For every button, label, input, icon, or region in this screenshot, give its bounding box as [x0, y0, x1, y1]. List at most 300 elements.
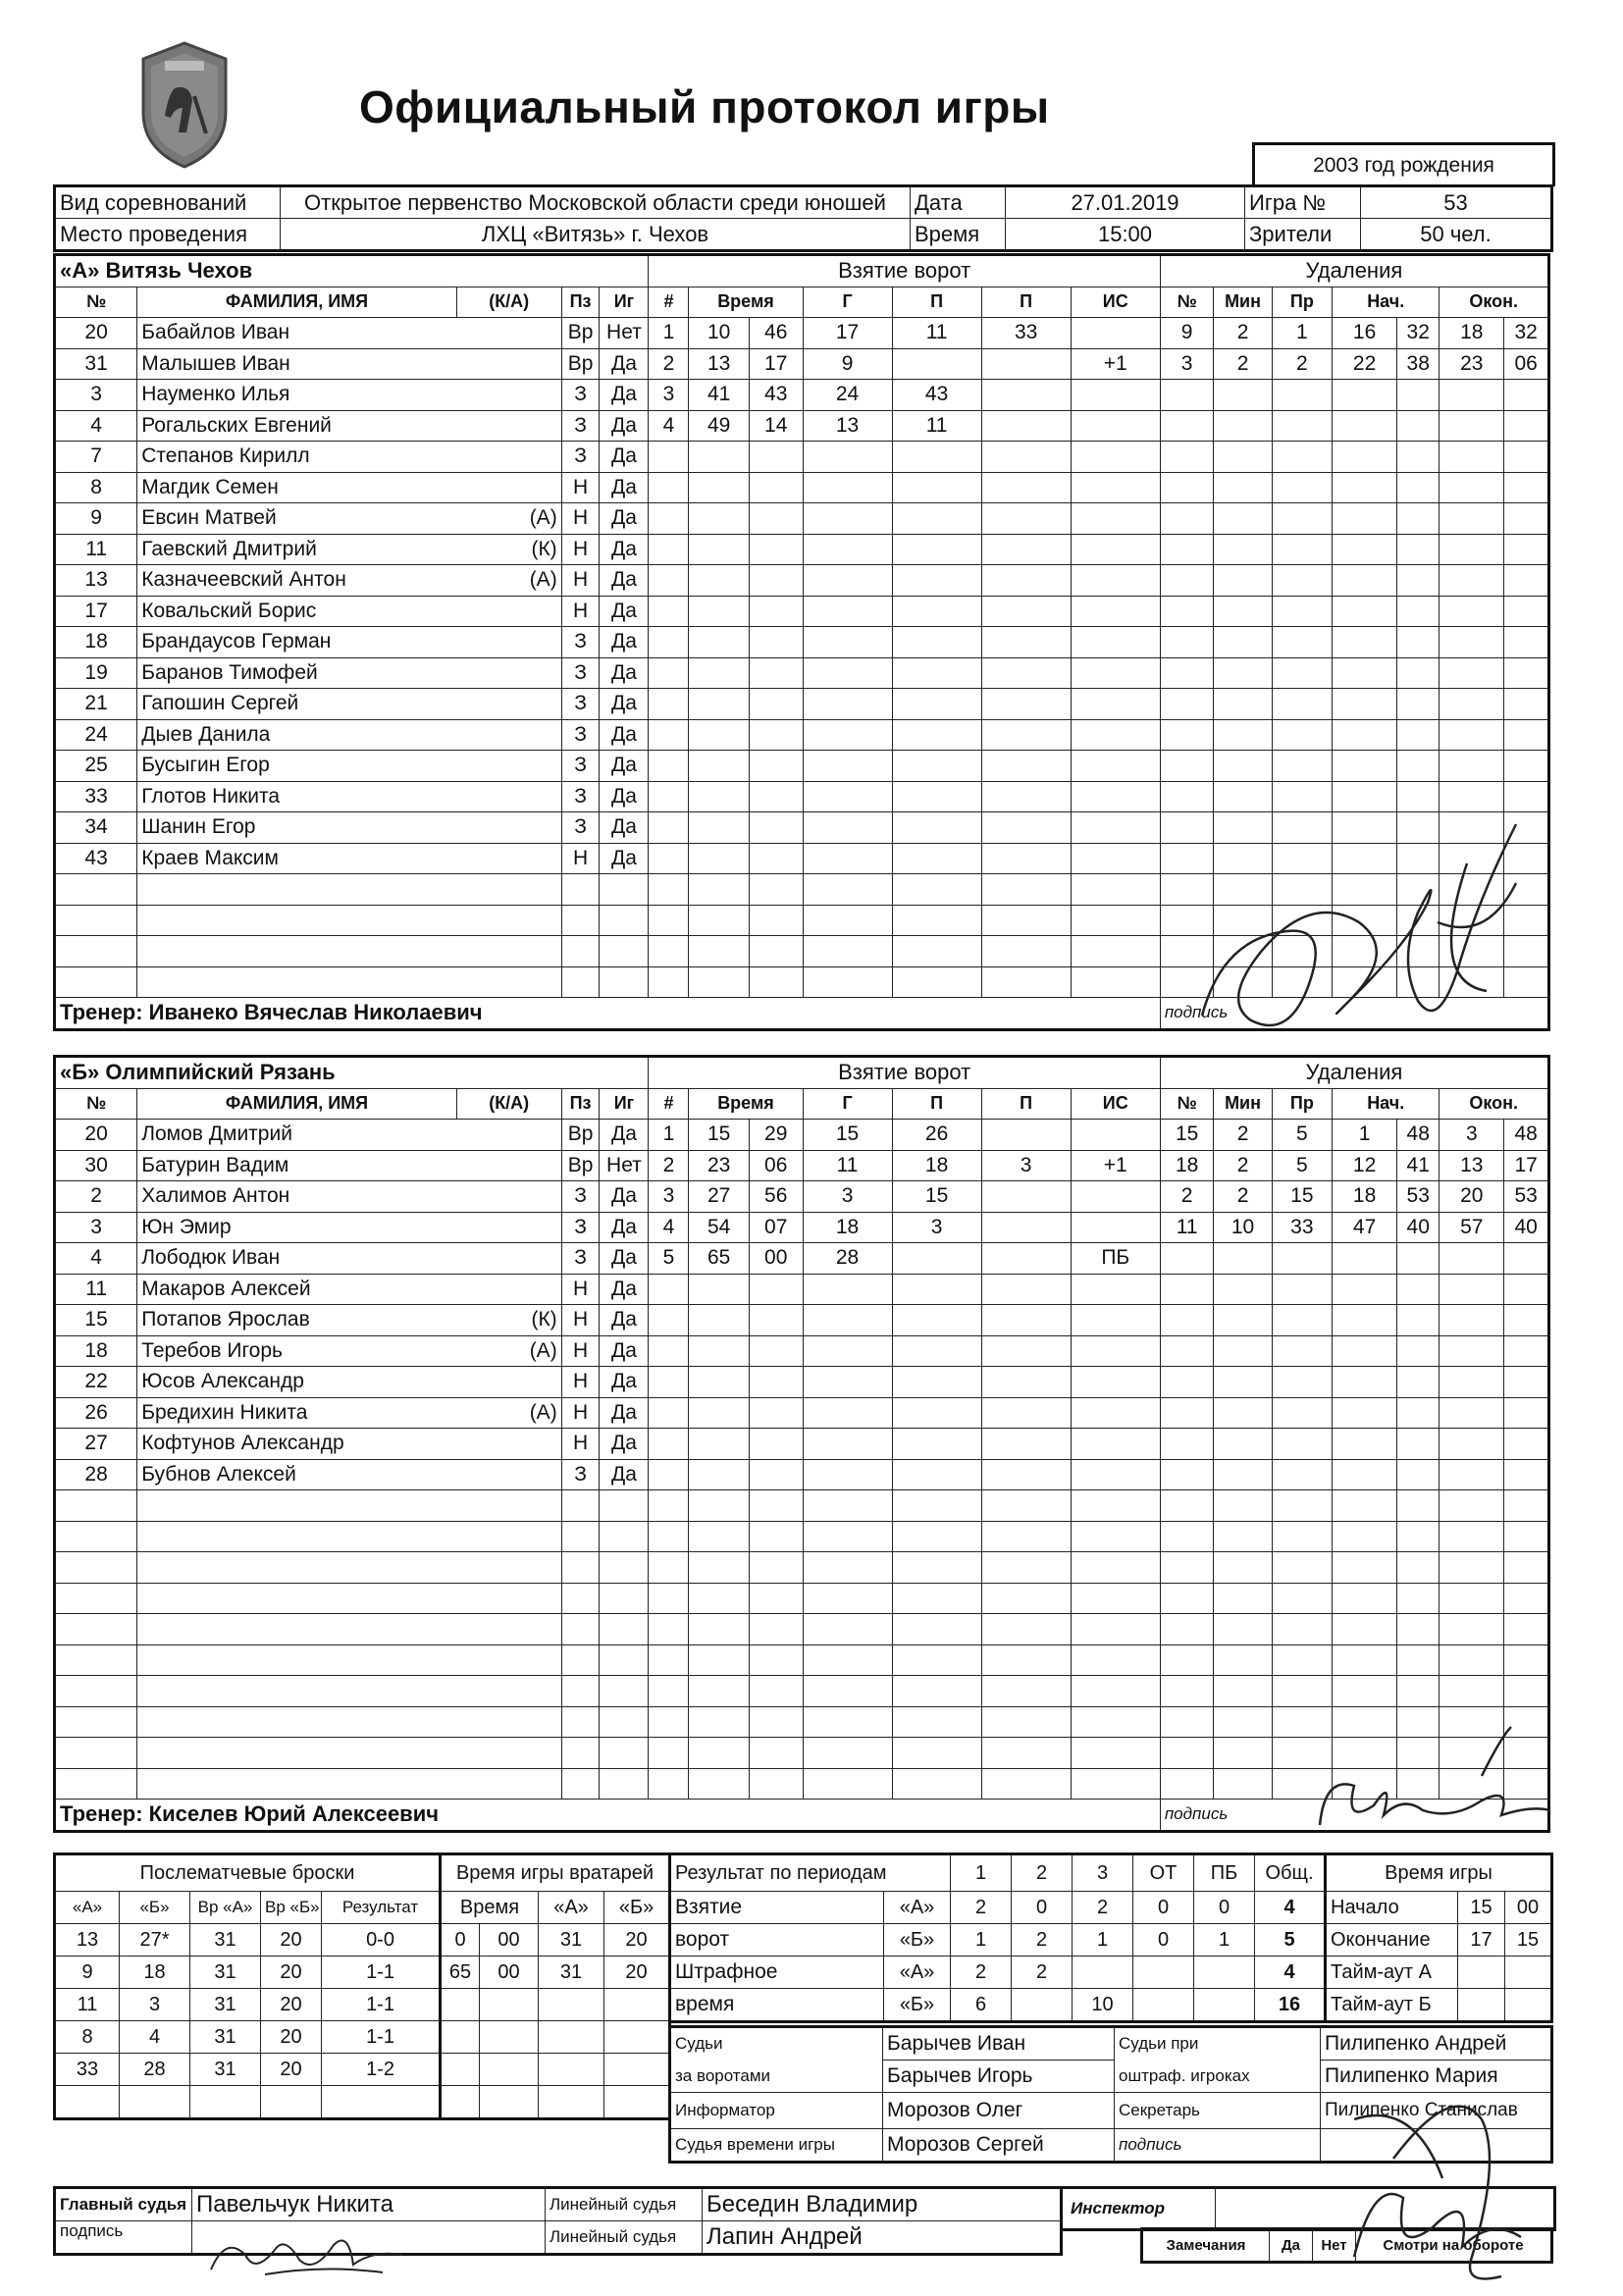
goalie-min: 65 [441, 1957, 480, 1989]
officials-sign-label: подпись [1115, 2129, 1321, 2163]
goal-judges-label-2: за воротами [670, 2061, 883, 2093]
player-row [55, 657, 1549, 689]
player-position: З [561, 627, 600, 658]
shootout-col: «А» [55, 1892, 120, 1924]
goalie-a: 31 [539, 1957, 604, 1989]
penalty-minutes: 2 [1214, 348, 1272, 380]
goal-assist-1 [892, 1243, 981, 1275]
penalty-start-sec: 38 [1397, 348, 1440, 380]
col-p2: П [981, 287, 1071, 318]
player-role [456, 1150, 561, 1181]
goal-situation [1071, 1120, 1160, 1151]
header-table [53, 184, 1553, 252]
player-row [55, 348, 1549, 380]
player-name: Макаров Алексей [137, 1274, 457, 1305]
team-b-table [53, 1055, 1550, 1833]
player-row [55, 1305, 1549, 1336]
penalty-player: 9 [1160, 318, 1214, 349]
player-number: 18 [55, 1335, 137, 1367]
player-played: Да [600, 1120, 649, 1151]
player-name: Евсин Матвей [137, 503, 457, 535]
goalie-min: 0 [441, 1924, 480, 1957]
goal-min: 41 [689, 380, 749, 411]
signature-team-b [1315, 1717, 1560, 1845]
player-played: Да [600, 657, 649, 689]
player-name: Юн Эмир [137, 1212, 457, 1243]
goalie-sec: 00 [480, 1924, 539, 1957]
goal-number: 3 [649, 380, 689, 411]
team-name: «Б» Олимпийский Рязань [55, 1057, 649, 1089]
start-hour: 15 [1458, 1892, 1505, 1924]
penalty-judge-1: Пилипенко Андрей [1321, 2027, 1552, 2061]
player-role: (К) [456, 534, 561, 565]
goal-assist-2 [981, 1120, 1071, 1151]
goals-b-row [670, 1924, 1326, 1957]
col-name: ФАМИЛИЯ, ИМЯ [137, 1088, 457, 1120]
line-ref-1: Беседин Владимир [703, 2188, 1062, 2221]
main-ref-label: Главный судья [55, 2188, 192, 2221]
player-number: 17 [55, 596, 137, 627]
goal-situation [1071, 318, 1160, 349]
player-number: 2 [55, 1181, 137, 1213]
goalie-b: 20 [604, 1957, 670, 1989]
penalty-player: 2 [1160, 1181, 1214, 1213]
goals-a-row-value: 4 [1255, 1892, 1326, 1924]
player-row [55, 1676, 1549, 1707]
penalty-start-min: 47 [1333, 1212, 1397, 1243]
goal-number: 1 [649, 1120, 689, 1151]
col-pz: Пз [561, 287, 600, 318]
goals-b-row-label: ворот [670, 1924, 884, 1957]
col-p2: П [981, 1088, 1071, 1120]
penalty-minutes: 2 [1214, 1120, 1272, 1151]
penalty-end-sec: 40 [1504, 1212, 1549, 1243]
shootout-row [55, 1924, 441, 1957]
shootout-row [55, 2021, 441, 2054]
goal-scorer: 11 [803, 1150, 892, 1181]
goalie-col-b: «Б» [604, 1892, 670, 1924]
col-name: ФАМИЛИЯ, ИМЯ [137, 287, 457, 318]
player-row [55, 1150, 1549, 1181]
penalty-end-sec: 17 [1504, 1150, 1549, 1181]
shootout-row [55, 2054, 441, 2086]
player-role [456, 781, 561, 812]
player-role [456, 719, 561, 751]
goal-sec: 17 [749, 348, 803, 380]
player-row [55, 1274, 1549, 1305]
goalie-col-time: Время [441, 1892, 539, 1924]
player-position: Н [561, 1335, 600, 1367]
player-played: Да [600, 1429, 649, 1460]
player-number: 13 [55, 565, 137, 597]
player-number: 30 [55, 1150, 137, 1181]
player-role [456, 472, 561, 503]
player-name: Малышев Иван [137, 348, 457, 380]
goal-sec: 29 [749, 1120, 803, 1151]
player-position: Н [561, 1274, 600, 1305]
shootout-cell: 33 [55, 2054, 120, 2086]
shootout-col: Вр «А» [190, 1892, 261, 1924]
player-number: 11 [55, 1274, 137, 1305]
player-number: 25 [55, 751, 137, 782]
player-row [55, 1521, 1549, 1552]
period-col: 1 [951, 1854, 1012, 1892]
col-min: Мин [1214, 1088, 1272, 1120]
penalty-code: 5 [1272, 1150, 1332, 1181]
shootout-title: Послематчевые броски [55, 1854, 441, 1892]
player-row [55, 565, 1549, 597]
col-ig: Иг [600, 287, 649, 318]
col-g: Г [803, 1088, 892, 1120]
goal-assist-2: 3 [981, 1150, 1071, 1181]
pen-a-row-value [1073, 1957, 1133, 1989]
player-role: (А) [456, 1335, 561, 1367]
pen-a-row-value: 2 [1012, 1957, 1073, 1989]
penalty-start-min: 1 [1333, 1120, 1397, 1151]
goal-scorer: 15 [803, 1120, 892, 1151]
goal-sec: 56 [749, 1181, 803, 1213]
penalty-start-min: 22 [1333, 348, 1397, 380]
period-col: ОТ [1133, 1854, 1194, 1892]
time-value: 15:00 [1006, 219, 1245, 251]
player-role [456, 596, 561, 627]
player-role [456, 1212, 561, 1243]
goal-judge-1: Барычев Иван [883, 2027, 1115, 2061]
col-start: Нач. [1333, 287, 1440, 318]
player-position: З [561, 1212, 600, 1243]
goal-assist-2 [981, 348, 1071, 380]
pen-a-row-value [1133, 1957, 1194, 1989]
col-start: Нач. [1333, 1088, 1440, 1120]
pen-b-row [670, 1989, 1326, 2022]
player-role [456, 380, 561, 411]
goals-b-row-value: 1 [1194, 1924, 1255, 1957]
col-pr: Пр [1272, 1088, 1332, 1120]
player-name: Шанин Егор [137, 812, 457, 844]
player-position: З [561, 781, 600, 812]
goal-situation [1071, 380, 1160, 411]
shootout-cell: 27* [120, 1924, 190, 1957]
player-role [456, 1274, 561, 1305]
player-number: 22 [55, 1367, 137, 1398]
pen-b-row-label: время [670, 1989, 884, 2022]
goals-b-row-value: 1 [1073, 1924, 1133, 1957]
goal-situation: +1 [1071, 348, 1160, 380]
goals-a-row-value: 0 [1012, 1892, 1073, 1924]
player-number: 33 [55, 781, 137, 812]
player-role [456, 1459, 561, 1490]
col-g: Г [803, 287, 892, 318]
player-row [55, 472, 1549, 503]
col-ka: (К/А) [456, 1088, 561, 1120]
goal-scorer: 17 [803, 318, 892, 349]
shootout-cell: 31 [190, 1924, 261, 1957]
player-position: З [561, 442, 600, 473]
player-role [456, 843, 561, 874]
player-number: 19 [55, 657, 137, 689]
penalty-code: 5 [1272, 1120, 1332, 1151]
goal-situation: ПБ [1071, 1243, 1160, 1275]
shootout-cell: 20 [261, 2054, 322, 2086]
player-position: Н [561, 1367, 600, 1398]
goal-min: 65 [689, 1243, 749, 1275]
player-number: 18 [55, 627, 137, 658]
goal-number: 2 [649, 348, 689, 380]
goalie-row [441, 1957, 670, 1989]
end-label: Окончание [1326, 1924, 1458, 1957]
player-name: Магдик Семен [137, 472, 457, 503]
player-played: Да [600, 843, 649, 874]
player-name: Юсов Александр [137, 1367, 457, 1398]
shootout-row [55, 1989, 441, 2021]
penalty-end-sec: 06 [1504, 348, 1549, 380]
goal-assist-2 [981, 1243, 1071, 1275]
player-number: 9 [55, 503, 137, 535]
penalty-end-sec: 32 [1504, 318, 1549, 349]
period-col: ПБ [1194, 1854, 1255, 1892]
goals-b-row-value: 0 [1133, 1924, 1194, 1957]
goal-min: 54 [689, 1212, 749, 1243]
player-position: Н [561, 1397, 600, 1429]
team-name: «А» Витязь Чехов [55, 255, 649, 287]
shootout-cell: 20 [261, 1924, 322, 1957]
penalty-end-min: 23 [1440, 348, 1504, 380]
col-end: Окон. [1440, 287, 1549, 318]
place-value: ЛХЦ «Витязь» г. Чехов [281, 219, 911, 251]
player-row [55, 318, 1549, 349]
player-position: З [561, 719, 600, 751]
team-signature-label: подпись [1160, 998, 1548, 1030]
line-ref-2: Лапин Андрей [703, 2221, 1062, 2255]
player-played: Да [600, 1243, 649, 1275]
goal-min: 27 [689, 1181, 749, 1213]
goal-situation [1071, 410, 1160, 442]
col-time: Время [689, 1088, 803, 1120]
penalty-code: 33 [1272, 1212, 1332, 1243]
player-number: 7 [55, 442, 137, 473]
pen-a-row-value: 2 [951, 1957, 1012, 1989]
goal-assist-1: 15 [892, 1181, 981, 1213]
col-pr: Пр [1272, 287, 1332, 318]
shootout-cell: 1-1 [322, 2021, 441, 2054]
player-row [55, 751, 1549, 782]
player-name: Казначеевский Антон [137, 565, 457, 597]
player-role [456, 442, 561, 473]
player-row [55, 689, 1549, 720]
period-col: 2 [1012, 1854, 1073, 1892]
player-name: Брандаусов Герман [137, 627, 457, 658]
remarks-label: Замечания [1142, 2229, 1270, 2263]
goal-situation [1071, 1181, 1160, 1213]
main-ref: Павельчук Никита [192, 2188, 546, 2221]
date-value: 27.01.2019 [1006, 186, 1245, 219]
shootout-row [55, 1957, 441, 1989]
shootout-cell: 11 [55, 1989, 120, 2021]
player-played: Да [600, 596, 649, 627]
player-name: Глотов Никита [137, 781, 457, 812]
birth-year-box [1252, 142, 1555, 186]
player-position: З [561, 657, 600, 689]
goal-number: 5 [649, 1243, 689, 1275]
shootout-cell: 28 [120, 2054, 190, 2086]
main-ref-sign-label: подпись [55, 2221, 192, 2255]
goalie-row [441, 1924, 670, 1957]
player-played: Да [600, 1305, 649, 1336]
player-played: Да [600, 689, 649, 720]
goal-sec: 06 [749, 1150, 803, 1181]
goals-a-row-value: 0 [1133, 1892, 1194, 1924]
penalty-code: 15 [1272, 1181, 1332, 1213]
goalie-col-a: «А» [539, 1892, 604, 1924]
informer: Морозов Олег [883, 2093, 1115, 2129]
referees-table [53, 2186, 1063, 2256]
goal-assist-1: 11 [892, 318, 981, 349]
shootout-cell: 1-1 [322, 1989, 441, 2021]
col-pen-no: № [1160, 287, 1214, 318]
penalty-end-sec: 53 [1504, 1181, 1549, 1213]
goal-number: 3 [649, 1181, 689, 1213]
goalie-a: 31 [539, 1924, 604, 1957]
secretary: Пилипенко Станислав [1321, 2093, 1552, 2129]
player-position: Н [561, 472, 600, 503]
pen-b-row-value: 10 [1073, 1989, 1133, 2022]
goals-a-row-value: 2 [951, 1892, 1012, 1924]
shootout-cell: 9 [55, 1957, 120, 1989]
player-name: Краев Максим [137, 843, 457, 874]
penalty-player: 3 [1160, 348, 1214, 380]
col-p1: П [892, 1088, 981, 1120]
penalty-start-min: 16 [1333, 318, 1397, 349]
pen-b-row-value [1012, 1989, 1073, 2022]
player-played: Да [600, 503, 649, 535]
shootout-row [55, 2086, 441, 2119]
player-number: 3 [55, 380, 137, 411]
col-hash: # [649, 287, 689, 318]
shootout-cell: 0-0 [322, 1924, 441, 1957]
player-name: Лободюк Иван [137, 1243, 457, 1275]
player-position: Вр [561, 318, 600, 349]
col-pen-no: № [1160, 1088, 1214, 1120]
player-position: Вр [561, 1120, 600, 1151]
penalty-end-min: 57 [1440, 1212, 1504, 1243]
col-ig: Иг [600, 1088, 649, 1120]
player-played: Да [600, 442, 649, 473]
player-row [55, 1552, 1549, 1584]
shootout-col: «Б» [120, 1892, 190, 1924]
penalty-start-sec: 53 [1397, 1181, 1440, 1213]
goal-assist-2: 33 [981, 318, 1071, 349]
shootout-col: Вр «Б» [261, 1892, 322, 1924]
player-row [55, 1614, 1549, 1645]
player-row [55, 410, 1549, 442]
goal-sec: 46 [749, 318, 803, 349]
player-played: Да [600, 1181, 649, 1213]
penalties-section-title: Удаления [1160, 255, 1548, 287]
player-position: Вр [561, 1150, 600, 1181]
player-row [55, 380, 1549, 411]
timekeeper-label: Судья времени игры [670, 2129, 883, 2163]
player-row [55, 627, 1549, 658]
player-number: 43 [55, 843, 137, 874]
penalty-end-min: 18 [1440, 318, 1504, 349]
periods-title: Результат по периодам [670, 1854, 951, 1892]
col-p1: П [892, 287, 981, 318]
signature-team-a [1192, 805, 1565, 1070]
player-role [456, 1429, 561, 1460]
player-row [55, 1397, 1549, 1429]
penalty-start-sec: 40 [1397, 1212, 1440, 1243]
player-name: Бредихин Никита [137, 1397, 457, 1429]
game-time-table [1324, 1852, 1553, 2023]
goalie-time-table [439, 1852, 671, 2120]
penalty-player: 18 [1160, 1150, 1214, 1181]
player-played: Да [600, 719, 649, 751]
goal-scorer: 9 [803, 348, 892, 380]
goal-sec: 00 [749, 1243, 803, 1275]
penalty-code: 1 [1272, 318, 1332, 349]
goal-sec: 07 [749, 1212, 803, 1243]
goal-min: 13 [689, 348, 749, 380]
pen-a-row-value: 4 [1255, 1957, 1326, 1989]
goal-number: 2 [649, 1150, 689, 1181]
penalty-end-min: 20 [1440, 1181, 1504, 1213]
player-name: Кофтунов Александр [137, 1429, 457, 1460]
goal-number: 1 [649, 318, 689, 349]
player-number: 15 [55, 1305, 137, 1336]
player-name: Халимов Антон [137, 1181, 457, 1213]
penalty-start-min: 18 [1333, 1181, 1397, 1213]
player-role [456, 657, 561, 689]
col-ka: (К/А) [456, 287, 561, 318]
col-end: Окон. [1440, 1088, 1549, 1120]
penalty-judge-2: Пилипенко Мария [1321, 2061, 1552, 2093]
player-played: Да [600, 565, 649, 597]
goal-situation [1071, 1212, 1160, 1243]
player-number: 20 [55, 1120, 137, 1151]
line-ref-label-1: Линейный судья [546, 2188, 703, 2221]
player-number: 21 [55, 689, 137, 720]
shootout-cell: 31 [190, 1957, 261, 1989]
player-number: 8 [55, 472, 137, 503]
player-role [456, 1181, 561, 1213]
player-number: 34 [55, 812, 137, 844]
player-number: 27 [55, 1429, 137, 1460]
birth-year: 2003 год рождения [1313, 154, 1494, 177]
player-row [55, 1212, 1549, 1243]
col-no: № [55, 1088, 137, 1120]
player-position: Н [561, 1429, 600, 1460]
player-played: Да [600, 1274, 649, 1305]
player-played: Да [600, 410, 649, 442]
shootout-cell: 3 [120, 1989, 190, 2021]
player-role [456, 751, 561, 782]
goal-min: 10 [689, 318, 749, 349]
start-label: Начало [1326, 1892, 1458, 1924]
shootout-cell: 31 [190, 2054, 261, 2086]
player-name: Ломов Дмитрий [137, 1120, 457, 1151]
period-col: Общ. [1255, 1854, 1326, 1892]
player-row [55, 1120, 1549, 1151]
penalty-code: 2 [1272, 348, 1332, 380]
time-label: Время [911, 219, 1006, 251]
secretary-label: Секретарь [1115, 2093, 1321, 2129]
player-number: 4 [55, 410, 137, 442]
player-role: (К) [456, 1305, 561, 1336]
pen-a-row-team: «А» [884, 1957, 951, 1989]
player-role [456, 348, 561, 380]
penalty-start-sec: 41 [1397, 1150, 1440, 1181]
penalty-minutes: 10 [1214, 1212, 1272, 1243]
